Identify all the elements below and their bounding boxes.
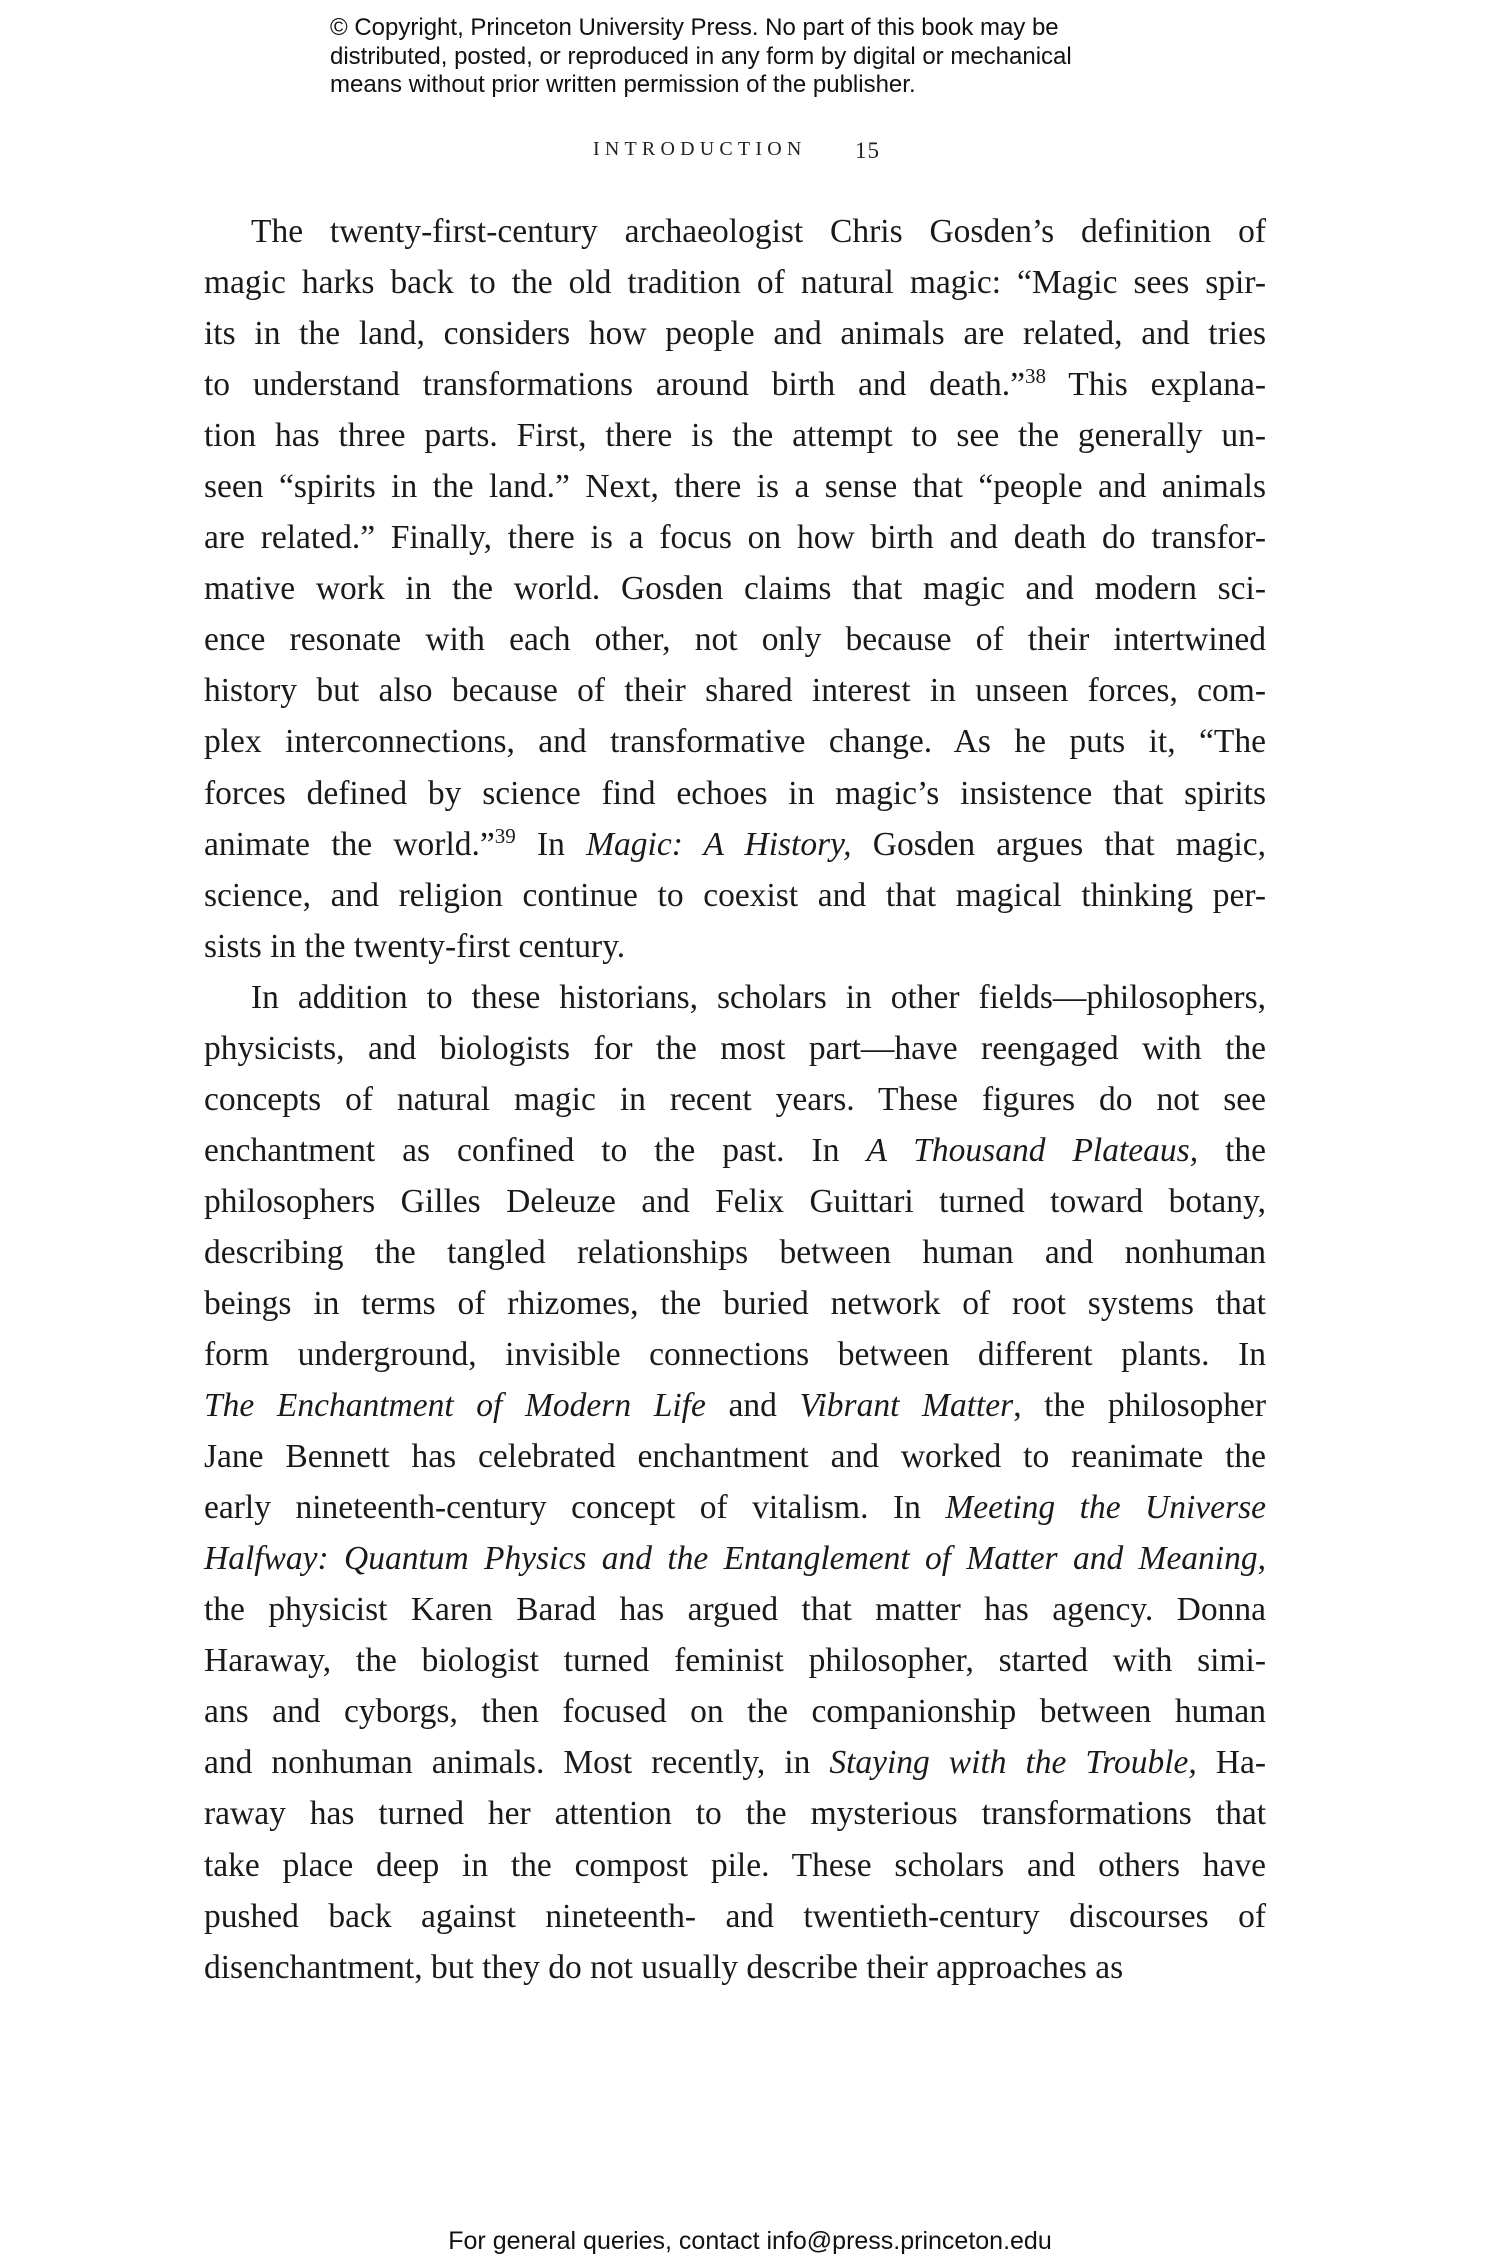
text-line (204, 1482, 1266, 1533)
text-run: plex interconnections, and transformative change. As he puts it, “The (204, 723, 1266, 761)
text-run: early nineteenth-century concept of vitalism. In (204, 1489, 946, 1527)
text-run: In addition to these historians, scholars in other fields—philosophers, (251, 978, 1266, 1016)
text-line (204, 716, 1266, 767)
italic-title: Magic: A History, (586, 825, 852, 863)
text-line (204, 1380, 1266, 1431)
text-line (204, 1227, 1266, 1278)
text-line (204, 614, 1266, 665)
paragraph-2 (204, 972, 1266, 1993)
text-run: ence resonate with each other, not only because of their intertwined (204, 621, 1266, 659)
text-run: science, and religion continue to coexist and that magical thinking per- (204, 876, 1266, 914)
text-line (204, 1737, 1266, 1788)
text-line (204, 512, 1266, 563)
text-run: This explana- (1045, 366, 1266, 404)
text-line (204, 308, 1266, 359)
italic-title: Halfway: Quantum Physics and the Entanglement of Matter and Meaning, (204, 1540, 1266, 1578)
text-run: describing the tangled relationships between human and nonhuman (204, 1233, 1266, 1271)
text-line (204, 768, 1266, 819)
italic-title: A Thousand Plateaus, (866, 1131, 1199, 1169)
text-line (204, 1278, 1266, 1329)
copyright-line: means without prior written permission of the publisher. (330, 71, 916, 98)
text-run: the physicist Karen Barad has argued that matter has agency. Donna (204, 1591, 1266, 1629)
text-line (204, 1584, 1266, 1635)
text-run: beings in terms of rhizomes, the buried network of root systems that (204, 1284, 1266, 1322)
text-run: philosophers Gilles Deleuze and Felix Guittari turned toward botany, (204, 1182, 1266, 1220)
text-line (204, 410, 1266, 461)
text-run: raway has turned her attention to the mysterious transformations that (204, 1795, 1266, 1833)
text-run: concepts of natural magic in recent years. These figures do not see (204, 1080, 1266, 1118)
body-text (204, 206, 1266, 1993)
italic-title: Meeting the Universe (945, 1489, 1266, 1527)
text-run: In (515, 825, 587, 863)
text-line (204, 1840, 1266, 1891)
text-line (204, 819, 1266, 870)
text-run: history but also because of their shared interest in unseen forces, com- (204, 672, 1266, 710)
text-run: seen “spirits in the land.” Next, there is a sense that “people and animals (204, 468, 1266, 506)
text-run: The twenty-first-century archaeologist Chris Gosden’s definition of (251, 213, 1266, 250)
text-run: tion has three parts. First, there is the attempt to see the generally un- (204, 417, 1266, 455)
text-run: enchantment as confined to the past. In (204, 1131, 867, 1169)
paragraph-1 (204, 206, 1266, 972)
text-line (204, 972, 1266, 1023)
copyright-line: © Copyright, Princeton University Press. No part of this book may be (330, 14, 1059, 41)
italic-title: Staying with the Trouble, (829, 1744, 1197, 1782)
text-line (204, 1329, 1266, 1380)
italic-title: Vibrant Matter (799, 1387, 1014, 1425)
text-run: animate the world.” (204, 825, 495, 863)
text-run: are related.” Finally, there is a focus on how birth and death do transfor- (204, 519, 1266, 557)
text-run: Gosden argues that magic, (851, 825, 1267, 863)
footnote-ref: 38 (1024, 364, 1046, 389)
text-line (204, 1686, 1266, 1737)
text-run: pushed back against nineteenth- and twentieth-century discourses of (204, 1897, 1266, 1935)
text-line (204, 1533, 1266, 1584)
text-run: to understand transformations around birth and death.” (204, 366, 1025, 404)
text-run: mative work in the world. Gosden claims that magic and modern sci- (204, 570, 1266, 608)
text-line (204, 1788, 1266, 1839)
text-run: , the philosopher (1013, 1387, 1266, 1425)
text-line (204, 921, 1266, 972)
text-line (204, 461, 1266, 512)
text-run: forces defined by science find echoes in magic’s insistence that spirits (204, 774, 1266, 812)
text-run: Haraway, the biologist turned feminist philosopher, started with simi- (204, 1642, 1266, 1680)
text-line (204, 1635, 1266, 1686)
text-run: take place deep in the compost pile. These scholars and others have (204, 1846, 1266, 1884)
text-run: magic harks back to the old tradition of natural magic: “Magic sees spir- (204, 264, 1266, 302)
text-line (204, 1074, 1266, 1125)
text-line (204, 257, 1266, 308)
italic-title: The Enchantment of Modern Life (204, 1387, 706, 1425)
text-run: and (705, 1387, 800, 1425)
text-run: sists in the twenty-first century. (204, 927, 626, 965)
text-line (204, 1942, 1266, 1993)
text-line (204, 1023, 1266, 1074)
text-line (204, 1125, 1266, 1176)
chapter-title: INTRODUCTION (593, 138, 807, 160)
text-run: the (1198, 1131, 1266, 1169)
text-run: and nonhuman animals. Most recently, in (204, 1744, 830, 1782)
text-run: Ha- (1196, 1744, 1267, 1782)
text-run: its in the land, considers how people and animals are related, and tries (204, 315, 1266, 353)
text-run: form underground, invisible connections between different plants. In (204, 1336, 1266, 1374)
copyright-line: distributed, posted, or reproduced in any form by digital or mechanical (330, 42, 1072, 70)
text-line (204, 563, 1266, 614)
text-line (204, 1431, 1266, 1482)
text-line (204, 665, 1266, 716)
text-run: Jane Bennett has celebrated enchantment and worked to reanimate the (204, 1438, 1266, 1476)
text-run: disenchantment, but they do not usually describe their approaches as (204, 1948, 1124, 1986)
text-run: physicists, and biologists for the most part—have reengaged with the (204, 1029, 1266, 1067)
text-line (204, 206, 1266, 257)
text-line (204, 1891, 1266, 1942)
text-line (204, 1176, 1266, 1227)
text-line (204, 870, 1266, 921)
text-run: ans and cyborgs, then focused on the companionship between human (204, 1693, 1266, 1731)
page-number: 15 (855, 138, 880, 163)
footer-contact: For general queries, contact info@press.princeton.edu (448, 2227, 1052, 2255)
text-line (204, 359, 1266, 410)
copyright-notice (330, 14, 1230, 100)
footnote-ref: 39 (494, 823, 516, 848)
